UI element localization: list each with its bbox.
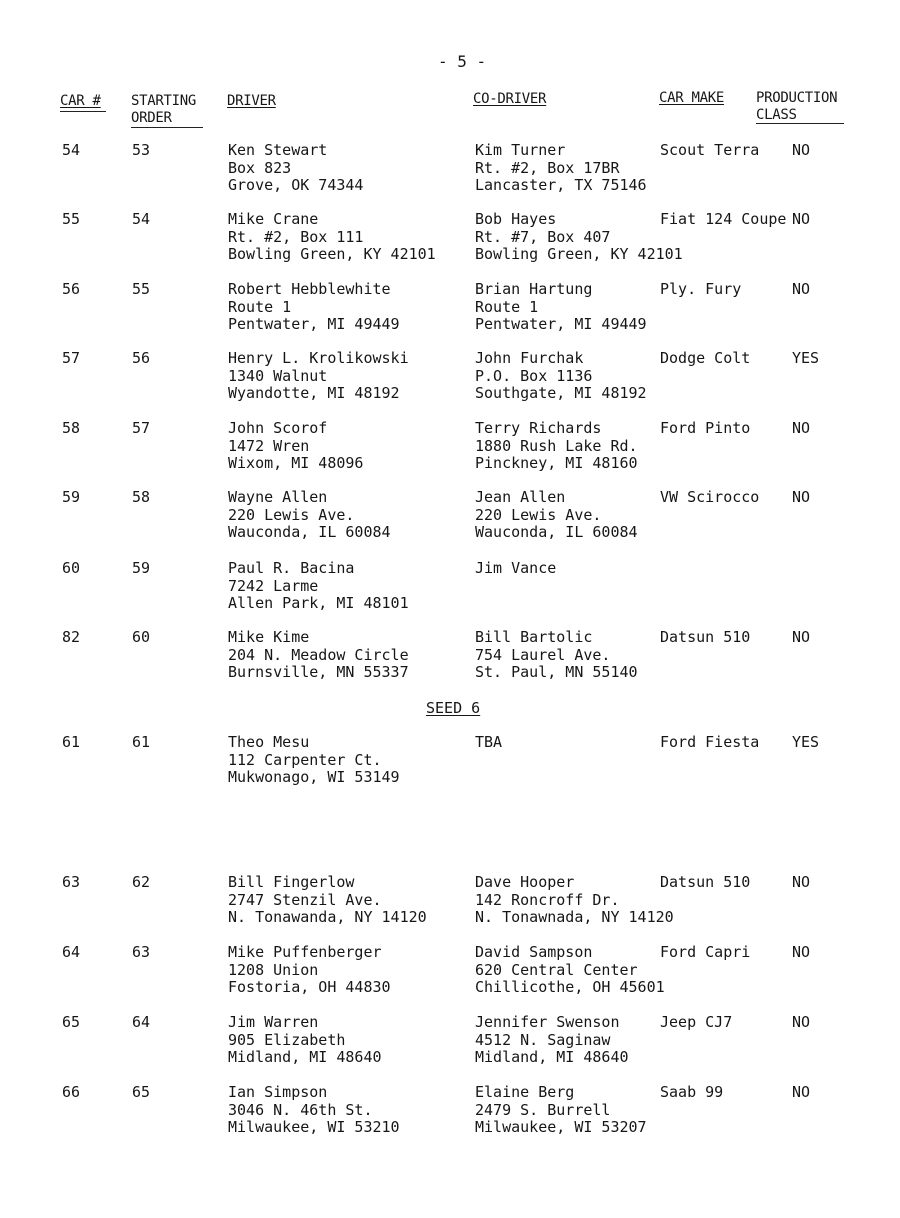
car-make: Saab 99 <box>660 1083 724 1101</box>
codriver-info-line: Midland, MI 48640 <box>475 1048 629 1066</box>
driver-info-line: Bill Fingerlow <box>228 873 355 891</box>
car-number: 64 <box>62 943 81 961</box>
car-make: Ford Capri <box>660 943 751 961</box>
codriver-info-line: Terry Richards <box>475 419 602 437</box>
codriver-info-line: Bill Bartolic <box>475 628 593 646</box>
driver-info-line: Milwaukee, WI 53210 <box>228 1118 400 1136</box>
car-number: 54 <box>62 141 81 159</box>
production-class: NO <box>792 628 811 646</box>
starting-order: 54 <box>132 210 151 228</box>
table-row <box>0 560 900 620</box>
table-row <box>0 350 900 410</box>
driver-info <box>228 944 391 997</box>
table-row <box>0 281 900 341</box>
table-row <box>0 211 900 271</box>
driver-info <box>228 629 409 682</box>
driver-info-line: Allen Park, MI 48101 <box>228 594 409 612</box>
codriver-info-line: Dave Hooper <box>475 873 575 891</box>
codriver-info-line: N. Tonawnada, NY 14120 <box>475 908 674 926</box>
car-number: 56 <box>62 280 81 298</box>
car-make: Ply. Fury <box>660 280 742 298</box>
codriver-info-line: TBA <box>475 733 503 751</box>
starting-order: 61 <box>132 733 151 751</box>
car-make: Scout Terra <box>660 141 760 159</box>
production-class: NO <box>792 210 811 228</box>
codriver-info-line: Lancaster, TX 75146 <box>475 176 647 194</box>
production-class: NO <box>792 280 811 298</box>
header-starting-line2: ORDER <box>131 110 172 126</box>
codriver-info-line: Route 1 <box>475 297 539 316</box>
table-row <box>0 874 900 934</box>
header-driver: DRIVER <box>227 93 276 109</box>
header-production-underline <box>756 123 844 124</box>
driver-info-line: 1472 Wren <box>228 436 310 455</box>
starting-order: 58 <box>132 488 151 506</box>
driver-info-line: 1340 Walnut <box>228 366 328 385</box>
driver-info-line: Ken Stewart <box>228 141 328 159</box>
driver-info-line: 204 N. Meadow Circle <box>228 645 409 664</box>
driver-info-line: Burnsville, MN 55337 <box>228 663 409 681</box>
driver-info <box>228 560 409 613</box>
car-number: 59 <box>62 488 81 506</box>
starting-order: 63 <box>132 943 151 961</box>
car-number: 63 <box>62 873 81 891</box>
driver-info-line: Mike Crane <box>228 210 319 228</box>
codriver-info-line: Wauconda, IL 60084 <box>475 523 638 541</box>
page-number: - 5 - <box>438 52 487 71</box>
driver-info-line: 112 Carpenter Ct. <box>228 750 382 769</box>
driver-info-line: Jim Warren <box>228 1013 319 1031</box>
car-make: Ford Pinto <box>660 419 751 437</box>
production-class: NO <box>792 488 811 506</box>
codriver-info <box>475 1014 629 1067</box>
driver-info-line: 2747 Stenzil Ave. <box>228 890 382 909</box>
driver-info-line: Midland, MI 48640 <box>228 1048 382 1066</box>
driver-info-line: Fostoria, OH 44830 <box>228 978 391 996</box>
codriver-info-line: 754 Laurel Ave. <box>475 645 611 664</box>
codriver-info-line: St. Paul, MN 55140 <box>475 663 638 681</box>
car-make: Datsun 510 <box>660 873 751 891</box>
car-number: 61 <box>62 733 81 751</box>
header-car-underline <box>60 111 106 112</box>
driver-info <box>228 734 400 787</box>
codriver-info-line: 4512 N. Saginaw <box>475 1030 611 1049</box>
driver-info-line: Paul R. Bacina <box>228 559 355 577</box>
header-starting-line1: STARTING <box>131 93 197 109</box>
car-number: 82 <box>62 628 81 646</box>
car-make: Fiat 124 Coupe <box>660 210 787 228</box>
header-codriver: CO-DRIVER <box>473 91 547 107</box>
car-number: 55 <box>62 210 81 228</box>
starting-order: 64 <box>132 1013 151 1031</box>
driver-info <box>228 874 427 927</box>
production-class: NO <box>792 141 811 159</box>
driver-info-line: Box 823 <box>228 158 292 177</box>
table-row <box>0 142 900 202</box>
driver-info-line: Henry L. Krolikowski <box>228 349 409 367</box>
codriver-info <box>475 420 638 473</box>
starting-order: 60 <box>132 628 151 646</box>
codriver-info <box>475 734 502 752</box>
car-number: 60 <box>62 559 81 577</box>
seed-heading: SEED 6 <box>426 699 481 717</box>
table-row <box>0 629 900 689</box>
car-number: 65 <box>62 1013 81 1031</box>
codriver-info-line: Chillicothe, OH 45601 <box>475 978 665 996</box>
driver-info <box>228 281 400 334</box>
driver-info-line: Robert Hebblewhite <box>228 280 391 298</box>
header-production-line2: CLASS <box>756 107 797 123</box>
car-number: 66 <box>62 1083 81 1101</box>
production-class: NO <box>792 943 811 961</box>
driver-info <box>228 420 363 473</box>
production-class: YES <box>792 349 820 367</box>
driver-info <box>228 489 391 542</box>
car-make: Jeep CJ7 <box>660 1013 733 1031</box>
codriver-info-line: Jim Vance <box>475 559 557 577</box>
driver-info-line: 220 Lewis Ave. <box>228 505 355 524</box>
codriver-info-line: Rt. #7, Box 407 <box>475 227 611 246</box>
codriver-info-line: 142 Roncroff Dr. <box>475 890 620 909</box>
table-row <box>0 420 900 480</box>
production-class: NO <box>792 419 811 437</box>
production-class: NO <box>792 873 811 891</box>
production-class: NO <box>792 1013 811 1031</box>
driver-info-line: Mike Puffenberger <box>228 943 382 961</box>
codriver-info-line: Southgate, MI 48192 <box>475 384 647 402</box>
driver-info-line: Mike Kime <box>228 628 310 646</box>
driver-info-line: Wayne Allen <box>228 488 328 506</box>
header-starting-underline <box>131 127 203 128</box>
codriver-info <box>475 281 647 334</box>
starting-order: 56 <box>132 349 151 367</box>
header-starting-order <box>131 93 196 127</box>
codriver-info-line: John Furchak <box>475 349 584 367</box>
starting-order: 65 <box>132 1083 151 1101</box>
codriver-info <box>475 1084 647 1137</box>
table-row <box>0 734 900 794</box>
driver-info-line: Wyandotte, MI 48192 <box>228 384 400 402</box>
driver-info-line: Bowling Green, KY 42101 <box>228 245 436 263</box>
codriver-info <box>475 874 674 927</box>
driver-info-line: Grove, OK 74344 <box>228 176 364 194</box>
car-number: 58 <box>62 419 81 437</box>
header-car-number: CAR # <box>60 93 101 109</box>
driver-info-line: John Scorof <box>228 419 328 437</box>
codriver-info-line: Brian Hartung <box>475 280 593 298</box>
codriver-info-line: 1880 Rush Lake Rd. <box>475 436 638 455</box>
production-class: YES <box>792 733 820 751</box>
driver-info-line: 3046 N. 46th St. <box>228 1100 373 1119</box>
driver-info <box>228 1014 382 1067</box>
codriver-info-line: Kim Turner <box>475 141 566 159</box>
production-class: NO <box>792 1083 811 1101</box>
driver-info <box>228 350 409 403</box>
codriver-info-line: 220 Lewis Ave. <box>475 505 602 524</box>
driver-info-line: 7242 Larme <box>228 576 319 595</box>
starting-order: 55 <box>132 280 151 298</box>
codriver-info-line: Pinckney, MI 48160 <box>475 454 638 472</box>
codriver-info-line: Rt. #2, Box 17BR <box>475 158 620 177</box>
header-car-make: CAR MAKE <box>659 90 725 106</box>
codriver-info <box>475 944 665 997</box>
codriver-info-line: Bob Hayes <box>475 210 557 228</box>
driver-info <box>228 142 363 195</box>
starting-order: 62 <box>132 873 151 891</box>
driver-info-line: 1208 Union <box>228 960 319 979</box>
table-row <box>0 944 900 1004</box>
codriver-info-line: 620 Central Center <box>475 960 638 979</box>
codriver-info <box>475 629 638 682</box>
codriver-info <box>475 489 638 542</box>
codriver-info-line: Elaine Berg <box>475 1083 575 1101</box>
codriver-info-line: Milwaukee, WI 53207 <box>475 1118 647 1136</box>
driver-info-line: Wixom, MI 48096 <box>228 454 364 472</box>
starting-order: 59 <box>132 559 151 577</box>
driver-info-line: 905 Elizabeth <box>228 1030 346 1049</box>
table-row <box>0 1084 900 1144</box>
starting-order: 53 <box>132 141 151 159</box>
driver-info <box>228 1084 400 1137</box>
codriver-info <box>475 211 683 264</box>
driver-info-line: Wauconda, IL 60084 <box>228 523 391 541</box>
driver-info-line: Ian Simpson <box>228 1083 328 1101</box>
header-production-class <box>756 90 837 124</box>
codriver-info <box>475 350 647 403</box>
codriver-info-line: 2479 S. Burrell <box>475 1100 611 1119</box>
header-production-line1: PRODUCTION <box>756 90 838 106</box>
driver-info-line: N. Tonawanda, NY 14120 <box>228 908 427 926</box>
codriver-info-line: Jennifer Swenson <box>475 1013 620 1031</box>
driver-info-line: Pentwater, MI 49449 <box>228 315 400 333</box>
driver-info-line: Mukwonago, WI 53149 <box>228 768 400 786</box>
table-row <box>0 1014 900 1074</box>
driver-info-line: Rt. #2, Box 111 <box>228 227 364 246</box>
codriver-info-line: P.O. Box 1136 <box>475 366 593 385</box>
car-number: 57 <box>62 349 81 367</box>
car-make: VW Scirocco <box>660 488 760 506</box>
starting-order: 57 <box>132 419 151 437</box>
codriver-info-line: Pentwater, MI 49449 <box>475 315 647 333</box>
driver-info-line: Route 1 <box>228 297 292 316</box>
codriver-info <box>475 560 556 578</box>
codriver-info-line: Bowling Green, KY 42101 <box>475 245 683 263</box>
table-row <box>0 489 900 549</box>
driver-info-line: Theo Mesu <box>228 733 310 751</box>
codriver-info-line: Jean Allen <box>475 488 566 506</box>
car-make: Datsun 510 <box>660 628 751 646</box>
codriver-info-line: David Sampson <box>475 943 593 961</box>
codriver-info <box>475 142 647 195</box>
driver-info <box>228 211 436 264</box>
car-make: Ford Fiesta <box>660 733 760 751</box>
car-make: Dodge Colt <box>660 349 751 367</box>
